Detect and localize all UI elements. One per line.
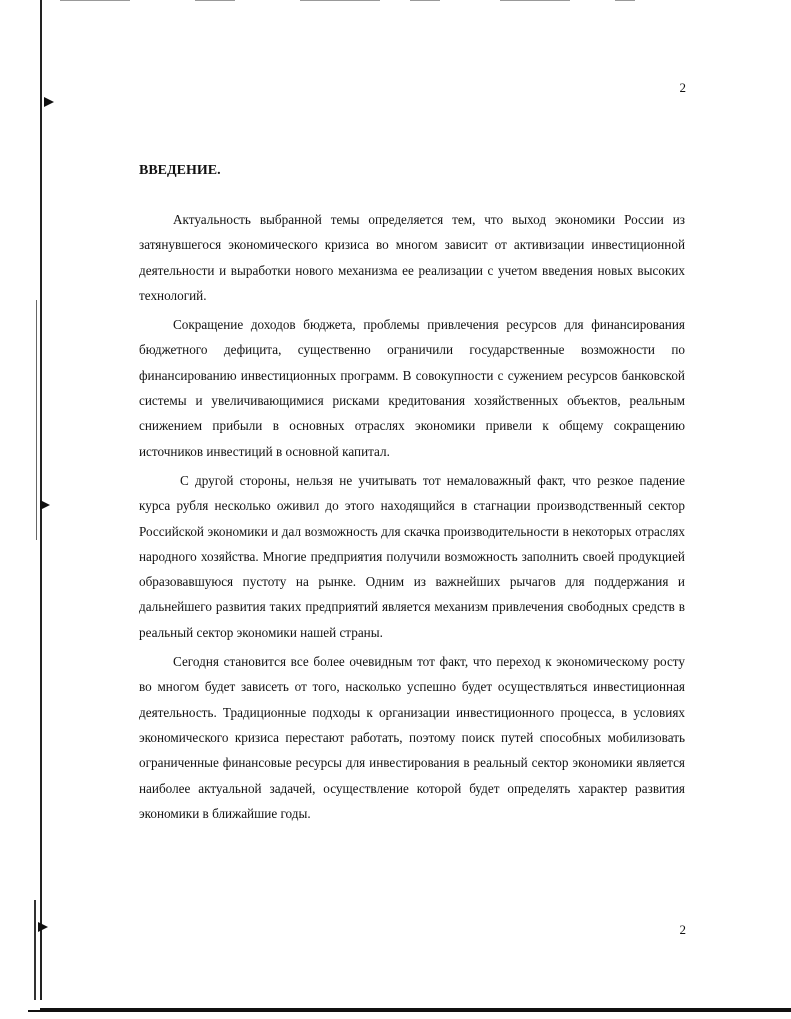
section-heading: ВВЕДЕНИЕ. xyxy=(139,163,221,178)
scan-left-edge-faint xyxy=(36,300,37,540)
scan-top-mark xyxy=(195,0,235,1)
page-number-bottom: 2 xyxy=(679,922,686,937)
scan-top-mark xyxy=(500,0,570,1)
scan-top-mark xyxy=(60,0,130,1)
body-text xyxy=(139,207,685,830)
paragraph: Сокращение доходов бюджета, проблемы привлечения ресурсов для финансирования бюджетного дефицита, существенно ограничили государственные возможности по финансированию инвестиционных программ. В совокупности с сужением ресурсов банковской системы и увеличивающимися рисками кредитования хозяйственных объектов, реальным снижением прибыли в основных отраслях экономики привели к общему сокращению источников инвестиций в основной капитал. xyxy=(139,317,685,459)
scan-top-mark xyxy=(300,0,380,1)
binding-hole-icon xyxy=(38,922,48,932)
scan-bottom-edge xyxy=(40,1008,791,1012)
paragraph: Сегодня становится все более очевидным тот факт, что переход к экономическому росту во многом будет зависеть от того, насколько успешно будет осуществляться инвестиционная деятельность. Традиционные подходы к организации инвестиционного процесса, в условиях экономического кризиса перестают работать, поэтому поиск путей способных мобилизовать ограниченные финансовые ресурсы для инвестирования в реальный сектор экономики является наиболее актуальной задачей, осуществление которой будет определять характер развития экономики в ближайшие годы. xyxy=(139,654,685,821)
paragraph: Актуальность выбранной темы определяется тем, что выход экономики России из затянувшегося экономического кризиса во многом зависит от активизации инвестиционной деятельности и выработки нового механизма ее реализации с учетом введения новых высоких технологий. xyxy=(139,212,685,303)
scan-top-mark xyxy=(410,0,440,1)
binding-hole-icon xyxy=(44,97,54,107)
scan-left-edge-bottom xyxy=(34,900,36,1000)
page-number-top: 2 xyxy=(679,80,686,95)
binding-hole-icon xyxy=(40,500,50,510)
scan-bottom-edge-tail xyxy=(28,1010,46,1012)
paragraph: С другой стороны, нельзя не учитывать тот немаловажный факт, что резкое падение курса рубля несколько оживил до этого находящийся в стагнации производственный сектор Российской экономики и дал возможность для скачка производительности в некоторых отраслях народного хозяйства. Многие предприятия получили возможность заполнить своей продукцией образовавшуюся пустоту на рынке. Одним из важнейших рычагов для поддержания и дальнейшего развития таких предприятий является механизм привлечения свободных средств в реальный сектор экономики нашей страны. xyxy=(139,472,685,640)
scan-top-mark xyxy=(615,0,635,1)
